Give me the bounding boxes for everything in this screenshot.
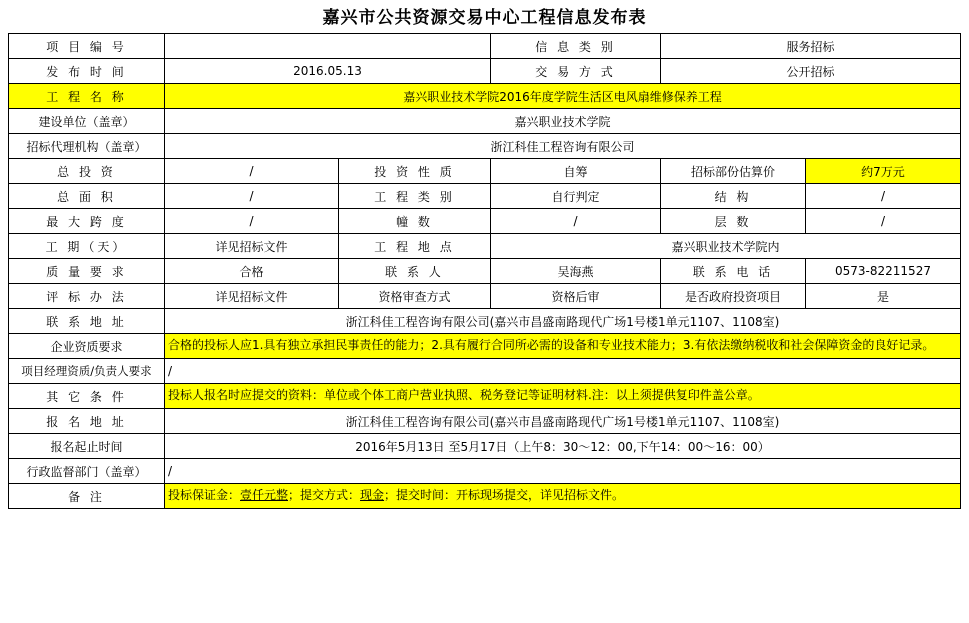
table-row	[8, 309, 960, 334]
publish-time-value: 2016.05.13	[164, 59, 490, 84]
project-no-label: 项 目 编 号	[8, 34, 164, 59]
table-row	[8, 234, 960, 259]
span-count-value: /	[490, 209, 660, 234]
invest-nature-label: 投 资 性 质	[338, 159, 490, 184]
location-value: 嘉兴职业技术学院内	[490, 234, 960, 259]
contact-addr-value: 浙江科佳工程咨询有限公司(嘉兴市昌盛南路现代广场1号楼1单元1107、1108室)	[164, 309, 960, 334]
bid-estimate-label: 招标部份估算价	[660, 159, 805, 184]
table-row	[8, 409, 960, 434]
agency-value: 浙江科佳工程咨询有限公司	[164, 134, 960, 159]
max-span-value: /	[164, 209, 338, 234]
info-type-value: 服务招标	[660, 34, 960, 59]
location-label: 工 程 地 点	[338, 234, 490, 259]
structure-label: 结 构	[660, 184, 805, 209]
info-type-label: 信 息 类 别	[490, 34, 660, 59]
table-row	[8, 359, 960, 384]
qualify-review-label: 资格审查方式	[338, 284, 490, 309]
floor-count-value: /	[805, 209, 960, 234]
table-row	[8, 459, 960, 484]
eval-method-value: 详见招标文件	[164, 284, 338, 309]
remark-label: 备 注	[8, 484, 164, 509]
phone-label: 联 系 电 话	[660, 259, 805, 284]
duration-value: 详见招标文件	[164, 234, 338, 259]
pm-qualify-value: /	[164, 359, 960, 384]
signup-addr-value: 浙江科佳工程咨询有限公司(嘉兴市昌盛南路现代广场1号楼1单元1107、1108室)	[164, 409, 960, 434]
table-row	[8, 484, 960, 509]
contact-value: 吴海燕	[490, 259, 660, 284]
remark-prefix: 投标保证金：	[167, 488, 240, 503]
project-name-value: 嘉兴职业技术学院2016年度学院生活区电风扇维修保养工程	[164, 84, 960, 109]
supervision-value: /	[164, 459, 960, 484]
duration-label: 工 期（天）	[8, 234, 164, 259]
other-cond-value: 投标人报名时应提交的资料：单位或个体工商户营业执照、税务登记等证明材料.注：以上须提供复印件盖公章。	[164, 384, 960, 409]
construction-unit-label: 建设单位（盖章）	[8, 109, 164, 134]
remark-value	[164, 484, 960, 509]
trade-mode-value: 公开招标	[660, 59, 960, 84]
project-type-label: 工 程 类 别	[338, 184, 490, 209]
project-type-value: 自行判定	[490, 184, 660, 209]
table-row	[8, 259, 960, 284]
remark-method: 现金	[360, 488, 385, 503]
span-count-label: 幢 数	[338, 209, 490, 234]
remark-amount: 壹仟元整	[240, 488, 289, 503]
invest-nature-value: 自筹	[490, 159, 660, 184]
remark-mid: ；提交方式：	[288, 488, 361, 503]
page-title: 嘉兴市公共资源交易中心工程信息发布表	[322, 8, 647, 28]
table-row	[8, 284, 960, 309]
qualify-review-value: 资格后审	[490, 284, 660, 309]
table-row	[8, 209, 960, 234]
construction-unit-value: 嘉兴职业技术学院	[164, 109, 960, 134]
enterprise-qualify-label: 企业资质要求	[8, 334, 164, 359]
project-no-value	[164, 34, 490, 59]
structure-value: /	[805, 184, 960, 209]
gov-invest-value: 是	[805, 284, 960, 309]
signup-time-value: 2016年5月13日 至5月17日（上午8：30～12：00,下午14：00～16：00）	[164, 434, 960, 459]
floor-count-label: 层 数	[660, 209, 805, 234]
trade-mode-label: 交 易 方 式	[490, 59, 660, 84]
table-row	[8, 59, 960, 84]
pm-qualify-label: 项目经理资质/负责人要求	[8, 359, 164, 384]
table-row	[8, 434, 960, 459]
project-name-label: 工 程 名 称	[8, 84, 164, 109]
supervision-label: 行政监督部门（盖章）	[8, 459, 164, 484]
total-invest-label: 总 投 资	[8, 159, 164, 184]
table-row	[8, 184, 960, 209]
table-row	[8, 334, 960, 359]
table-row	[8, 384, 960, 409]
total-area-value: /	[164, 184, 338, 209]
publish-time-label: 发 布 时 间	[8, 59, 164, 84]
table-row	[8, 84, 960, 109]
max-span-label: 最 大 跨 度	[8, 209, 164, 234]
total-area-label: 总 面 积	[8, 184, 164, 209]
engineering-info-table	[8, 33, 961, 509]
contact-label: 联 系 人	[338, 259, 490, 284]
remark-suffix: ；提交时间：开标现场提交，详见招标文件。	[384, 488, 625, 503]
quality-value: 合格	[164, 259, 338, 284]
enterprise-qualify-value: 合格的投标人应1.具有独立承担民事责任的能力；2.具有履行合同所必需的设备和专业技术能力；3.有依法缴纳税收和社会保障资金的良好记录。	[164, 334, 960, 359]
table-row	[8, 34, 960, 59]
table-row	[8, 109, 960, 134]
bid-estimate-value: 约7万元	[805, 159, 960, 184]
contact-addr-label: 联 系 地 址	[8, 309, 164, 334]
signup-addr-label: 报 名 地 址	[8, 409, 164, 434]
phone-value: 0573-82211527	[805, 259, 960, 284]
signup-time-label: 报名起止时间	[8, 434, 164, 459]
other-cond-label: 其 它 条 件	[8, 384, 164, 409]
gov-invest-label: 是否政府投资项目	[660, 284, 805, 309]
quality-label: 质 量 要 求	[8, 259, 164, 284]
agency-label: 招标代理机构（盖章）	[8, 134, 164, 159]
eval-method-label: 评 标 办 法	[8, 284, 164, 309]
table-row	[8, 159, 960, 184]
table-row	[8, 134, 960, 159]
total-invest-value: /	[164, 159, 338, 184]
